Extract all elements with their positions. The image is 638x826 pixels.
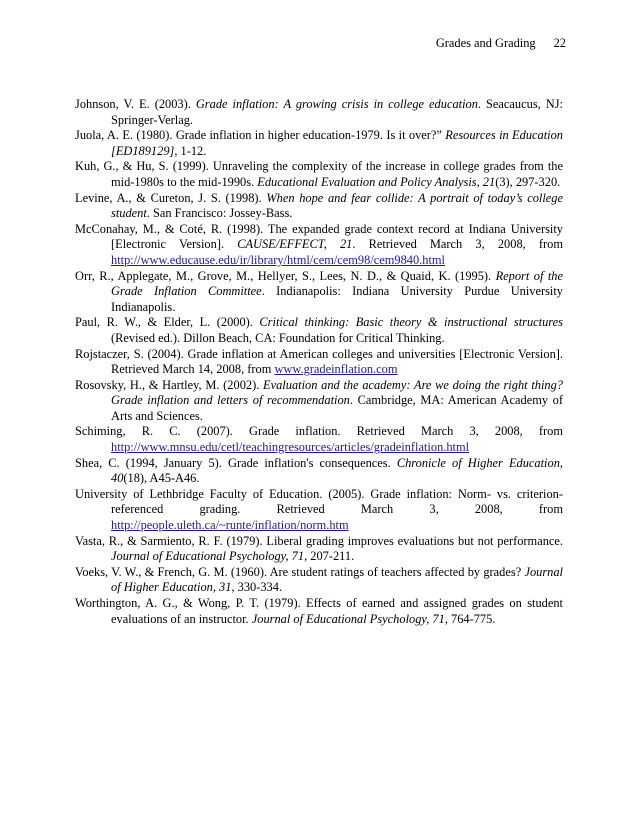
reference-text: Orr, R., Applegate, M., Grove, M., Hellyer, S., Lees, N. D., & Quaid, K. (1995).	[75, 268, 496, 283]
reference-entry	[75, 565, 563, 596]
reference-entry	[75, 456, 563, 487]
reference-link[interactable]: www.gradeinflation.com	[274, 362, 398, 377]
reference-entry	[75, 159, 563, 190]
reference-text: Worthington, A. G., & Wong, P. T. (1979). Effects of earned and assigned grades on student evaluations of an instructor.	[75, 596, 563, 626]
reference-italic-text: Educational Evaluation and Policy Analysis, 21	[257, 174, 496, 189]
reference-entry	[75, 269, 563, 316]
reference-text: , 764-775.	[444, 611, 496, 626]
reference-text: . San Francisco: Jossey-Bass.	[146, 206, 293, 221]
reference-text: , 1-12.	[174, 143, 207, 158]
reference-italic-text: Grade inflation: A growing crisis in college education	[195, 97, 478, 111]
reference-text: (3), 297-320.	[495, 174, 561, 189]
reference-italic-text: CAUSE/EFFECT, 21	[237, 237, 353, 252]
reference-text: , 207-211.	[304, 549, 355, 564]
reference-text: Paul, R. W., & Elder, L. (2000).	[75, 315, 260, 330]
reference-text: Vasta, R., & Sarmiento, R. F. (1979). Liberal grading improves evaluations but not performance.	[75, 533, 563, 548]
reference-text: (Revised ed.). Dillon Beach, CA: Foundation for Critical Thinking.	[111, 330, 445, 345]
reference-italic-text: Chronicle of Higher Education, 40	[111, 455, 563, 486]
reference-italic-text: Journal of Educational Psychology, 71	[251, 611, 445, 626]
reference-entry	[75, 424, 563, 455]
reference-italic-text: Journal of Higher Education, 31	[111, 564, 563, 595]
reference-entry	[75, 487, 563, 534]
reference-entry	[75, 191, 563, 222]
reference-text: . Seacaucus, NJ: Springer-Verlag.	[111, 97, 563, 127]
reference-entry	[75, 534, 563, 565]
reference-italic-text: Evaluation and the academy: Are we doing the right thing? Grade inflation and letters of recommendation	[111, 377, 563, 408]
reference-text: . Indianapolis: Indiana University Purdue University Indianapolis.	[111, 284, 564, 314]
running-head-title: Grades and Grading	[435, 36, 536, 50]
reference-entry	[75, 222, 563, 269]
reference-text: Kuh, G., & Hu, S. (1999). Unraveling the complexity of the increase in college grades from the mid-1980s to the mid-1990s.	[75, 159, 563, 189]
reference-text: Shea, C. (1994, January 5). Grade inflation's consequences.	[75, 455, 397, 470]
reference-text: Johnson, V. E. (2003).	[75, 97, 196, 111]
reference-text: Rosovsky, H., & Hartley, M. (2002).	[75, 377, 264, 392]
reference-text: Juola, A. E. (1980). Grade inflation in higher education-1979. Is it over?”	[75, 128, 446, 143]
reference-entry	[75, 596, 563, 627]
page-number: 22	[553, 36, 566, 50]
reference-text: . Cambridge, MA: American Academy of Arts and Sciences.	[111, 393, 563, 423]
reference-italic-text: Resources in Education [ED189129]	[111, 128, 563, 158]
reference-entry	[75, 128, 563, 159]
reference-entry	[75, 315, 563, 346]
reference-entry	[75, 378, 563, 425]
reference-link[interactable]: http://www.educause.edu/ir/library/html/cem/cem98/cem9840.html	[111, 252, 446, 267]
reference-text: Voeks, V. W., & French, G. M. (1960). Are student ratings of teachers affected by grades?	[75, 564, 525, 579]
reference-text: (18), A45-A46.	[123, 471, 200, 486]
running-head	[436, 36, 566, 51]
reference-entry	[75, 97, 563, 128]
reference-italic-text: Report of the Grade Inflation Committee	[111, 268, 563, 299]
reference-link[interactable]: http://www.mnsu.edu/cetl/teachingresources/articles/gradeinflation.html	[111, 440, 470, 455]
reference-entry	[75, 347, 563, 378]
reference-text: Schiming, R. C. (2007). Grade inflation. Retrieved March 3, 2008, from	[75, 424, 563, 439]
reference-text: University of Lethbridge Faculty of Education. (2005). Grade inflation: Norm- vs. criterion-referenced grading. Retrieved March 3, 2008, from	[75, 486, 563, 517]
reference-italic-text: When hope and fear collide: A portrait of today’s college student	[111, 190, 563, 221]
reference-list	[75, 97, 563, 627]
reference-text: Levine, A., & Cureton, J. S. (1998).	[75, 190, 267, 205]
reference-link[interactable]: http://people.uleth.ca/~runte/inflation/norm.htm	[111, 518, 349, 533]
reference-text: Rojstaczer, S. (2004). Grade inflation at American colleges and universities [Electronic Version]. Retrieved March 14, 2008, from	[75, 346, 563, 377]
reference-text: McConahay, M., & Coté, R. (1998). The expanded grade context record at Indiana University [Electronic Version].	[75, 221, 563, 252]
reference-text: . Retrieved March 3, 2008, from	[352, 237, 563, 252]
reference-text: , 330-334.	[231, 580, 283, 595]
reference-italic-text: Journal of Educational Psychology, 71	[111, 549, 305, 564]
reference-italic-text: Critical thinking: Basic theory & instructional structures	[259, 315, 563, 330]
